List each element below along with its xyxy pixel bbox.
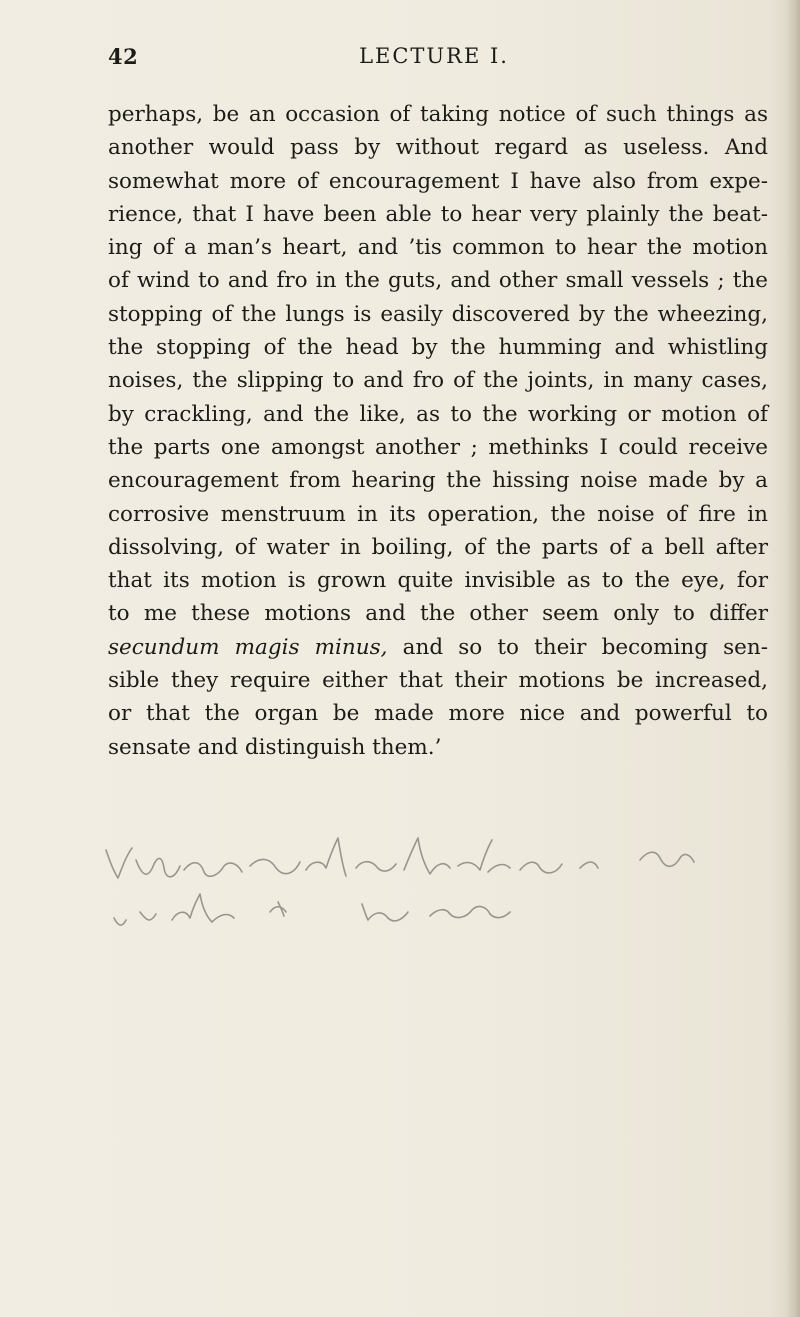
text-line: another would pass by without regard as useless. And (108, 135, 768, 161)
text-line: to me these motions and the other seem only to differ (108, 601, 768, 627)
text-line: or that the organ be made more nice and powerful to (108, 701, 768, 727)
text-line-italic (108, 631, 768, 664)
text-line: dissolving, of water in boiling, of the parts of a bell after (108, 534, 768, 560)
text-line-rest: and so to their becoming sen- (387, 634, 768, 660)
text-line: noises, the slipping to and fro of the joints, in many cases, (108, 368, 768, 394)
text-line: the stopping of the head by the humming and whistling (108, 335, 768, 361)
running-title: LECTURE I. (359, 44, 509, 68)
text-line: perhaps, be an occasion of taking notice of such things as (108, 102, 768, 127)
latin-phrase: secundum magis minus, (108, 634, 388, 660)
text-line: sible they require either that their motions be increased, (108, 668, 768, 694)
text-line: that its motion is grown quite invisible as to the eye, for (108, 568, 768, 594)
text-line: the parts one amongst another ; methinks I could receive (108, 434, 768, 460)
text-line: rience, that I have been able to hear very plainly the beat- (108, 201, 768, 227)
text-line: ing of a man’s heart, and ’tis common to hear the motion (108, 235, 768, 261)
text-line: corrosive menstruum in its operation, the noise of fire in (108, 501, 768, 527)
page-edge-shadow (786, 0, 800, 1317)
body-text (108, 98, 768, 764)
text-line: encouragement from hearing the hissing noise made by a (108, 468, 768, 494)
text-line: stopping of the lungs is easily discovered by the wheezing, (108, 301, 768, 327)
text-line: somewhat more of encouragement I have also from expe- (108, 168, 768, 194)
running-head (108, 44, 760, 78)
final-text-line: sensate and distinguish them.’ (108, 734, 442, 760)
pencil-handwriting-annotation (100, 820, 780, 950)
text-line: by crackling, and the like, as to the working or motion of (108, 401, 768, 427)
text-line: of wind to and fro in the guts, and other small vessels ; the (108, 268, 768, 294)
page-number: 42 (108, 44, 139, 69)
